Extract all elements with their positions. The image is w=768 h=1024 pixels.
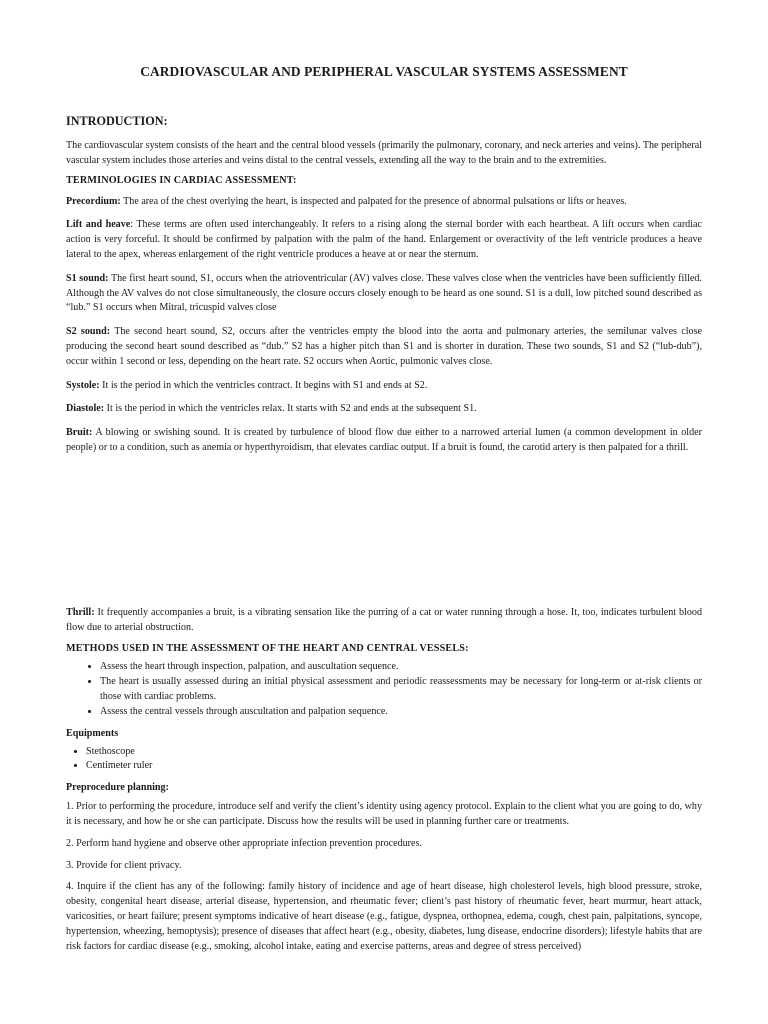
term-diastole xyxy=(66,402,702,417)
preprocedure-heading: Preprocedure planning: xyxy=(66,782,169,794)
step-3: 3. Provide for client privacy. xyxy=(66,859,182,871)
step-2: 2. Perform hand hygiene and observe other appropriate infection prevention procedures. xyxy=(66,837,422,849)
term-definition: The first heart sound, S1, occurs when the atrioventricular (AV) valves close. These valves close when the ventricles have been sufficiently filled. Although the AV valves do not close simultaneously, the closure occurs closely enough to be heard as one sound. S1 is a dull, low pitched sound described as “lub.” S1 occurs when Mitral, tricuspid valves close xyxy=(66,272,702,314)
term-label: Precordium: xyxy=(66,195,121,207)
term-thrill xyxy=(66,606,702,636)
terminologies-heading: TERMINOLOGIES IN CARDIAC ASSESSMENT: xyxy=(66,174,297,186)
list-item: • Assess the central vessels through auscultation and palpation sequence. xyxy=(100,705,702,720)
term-systole xyxy=(66,379,702,394)
term-label: Lift and heave xyxy=(66,219,131,231)
step-1: 1. Prior to performing the procedure, introduce self and verify the client’s identity using agency protocol. Explain to the client what you are going to do, why it is necessary, and how he or she can participate. Discuss how the results will be used in planning further care or treatments. xyxy=(66,801,702,827)
term-label: Diastole: xyxy=(66,403,105,415)
step-4: 4. Inquire if the client has any of the following: family history of incidence and age of heart disease, high cholesterol levels, high blood pressure, stroke, obesity, congenital heart disease, arterial disease, hypertension, and rheumatic fever; client’s past history of rheumatic fever, heart murmur, heart attack, varicosities, or heart failure; present symptoms indicative of heart disease (e.g., fatigue, dyspnea, orthopnea, edema, cough, chest pain, palpitations, syncope, hypertension, wheezing, hemoptysis); presence of diseases that affect heart (e.g., obesity, diabetes, lung disease, endocrine disorders); lifestyle habits that are risk factors for cardiac disease (e.g., smoking, alcohol intake, eating and exercise patterns, areas and degree of stress perceived) xyxy=(66,881,702,952)
term-lift-and-heave xyxy=(66,218,702,262)
term-label: Systole: xyxy=(66,379,100,391)
term-label: Thrill: xyxy=(66,606,95,618)
methods-list xyxy=(66,660,702,719)
blank-space xyxy=(66,456,702,606)
term-definition: It is the period in which the ventricles contract. It begins with S1 and ends at S2. xyxy=(99,379,428,391)
list-item: • Centimeter ruler xyxy=(86,759,702,774)
document-body xyxy=(66,64,702,954)
term-definition: It is the period in which the ventricles relax. It starts with S2 and ends at the subsequent S1. xyxy=(104,403,477,415)
introduction-heading: INTRODUCTION: xyxy=(66,114,168,128)
term-precordium xyxy=(66,195,702,210)
term-label: S2 sound: xyxy=(66,326,111,338)
term-label: S1 sound: xyxy=(66,272,109,284)
introduction-text: The cardiovascular system consists of the heart and the central blood vessels (primarily the pulmonary, coronary, and neck arteries and veins). The peripheral vascular system includes those arteries and veins distal to the central vessels, extending all the way to the brain and to the extremities. xyxy=(66,140,702,166)
list-item: • Assess the heart through inspection, palpation, and auscultation sequence. xyxy=(100,660,702,675)
term-definition: The area of the chest overlying the heart, is inspected and palpated for the presence of abnormal pulsations or lifts or heaves. xyxy=(120,195,627,207)
term-bruit xyxy=(66,426,702,456)
term-label: Bruit: xyxy=(66,427,93,439)
methods-heading: METHODS USED IN THE ASSESSMENT OF THE HEART AND CENTRAL VESSELS: xyxy=(66,643,469,655)
term-s2-sound xyxy=(66,325,702,369)
term-s1-sound xyxy=(66,272,702,316)
term-definition: : These terms are often used interchangeably. It refers to a rising along the sternal border with each heartbeat. A lift occurs when cardiac action is very forceful. It should be confirmed by palpation with the palm of the hand. Enlargement or overactivity of the left ventricle produces a heave lateral to the apex, whereas enlargement of the right ventricle produces a heave at or near the sternum. xyxy=(66,219,702,260)
list-item: • Stethoscope xyxy=(86,745,702,760)
term-definition: The second heart sound, S2, occurs after the ventricles empty the blood into the aorta and pulmonary arteries, the semilunar valves close producing the second heart sound described as “dub.” S2 has a higher pitch than S1 and is shorter in duration. These two sounds, S1 and S2 (“lub-dub”), occur within 1 second or less, depending on the heart rate. S2 occurs when Aortic, pulmonic valves close. xyxy=(66,326,702,367)
term-definition: It frequently accompanies a bruit, is a vibrating sensation like the purring of a cat or water running through a hose. It, too, indicates turbulent blood flow due to arterial obstruction. xyxy=(66,606,702,633)
equipments-list xyxy=(66,745,702,775)
term-definition: A blowing or swishing sound. It is created by turbulence of blood flow due either to a narrowed arterial lumen (a common development in older people) or to a condition, such as anemia or hyperthyroidism, that elevates cardiac output. If a bruit is found, the carotid artery is then palpated for a thrill. xyxy=(66,427,702,453)
document-title: CARDIOVASCULAR AND PERIPHERAL VASCULAR SYSTEMS ASSESSMENT xyxy=(140,64,628,79)
equipments-heading: Equipments xyxy=(66,727,119,739)
list-item: • The heart is usually assessed during an initial physical assessment and periodic reassessments may be necessary for long-term or at-risk clients or those with cardiac problems. xyxy=(100,675,702,705)
